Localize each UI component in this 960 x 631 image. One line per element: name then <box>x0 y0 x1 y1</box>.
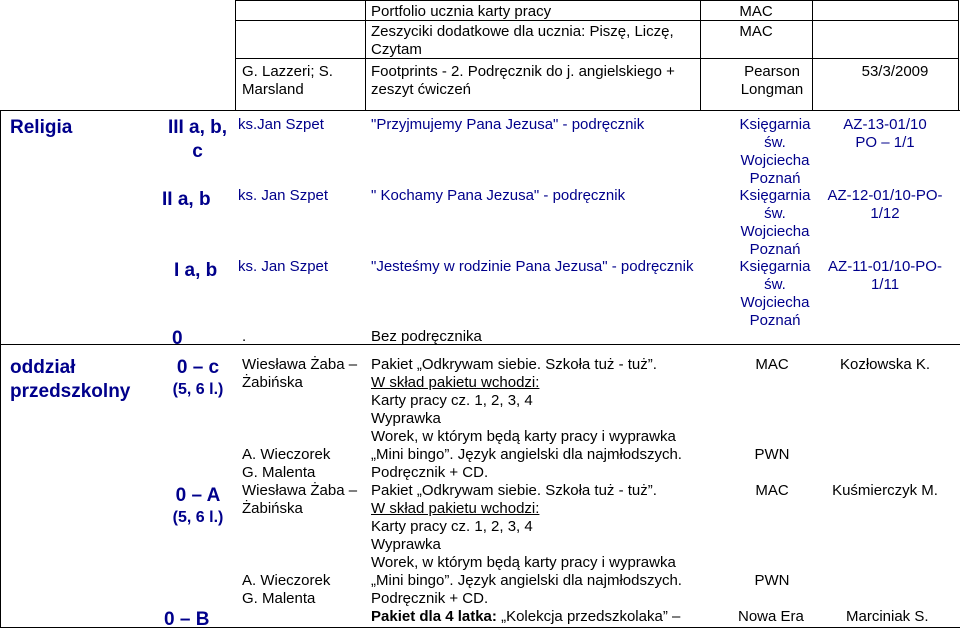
book-title: W skład pakietu wchodzi: <box>371 374 540 391</box>
class-label-age: (5, 6 l.) <box>172 509 224 526</box>
top-row3-approval: 53/3/2009 <box>861 63 929 80</box>
book-title: Worek, w którym będą karty pracy i wyprawka <box>371 428 676 445</box>
publisher: Księgarnia <box>739 187 811 204</box>
class-label: 0 – A <box>175 485 221 506</box>
approval-number: AZ-11-01/10-PO- <box>828 258 942 275</box>
book-title: "Przyjmujemy Pana Jezusa" - podręcznik <box>371 116 645 133</box>
top-row3-author: Marsland <box>242 81 304 98</box>
publisher: Poznań <box>749 241 801 258</box>
grid-line <box>0 110 1 628</box>
author: ks.Jan Szpet <box>238 116 324 133</box>
publisher: PWN <box>754 446 790 463</box>
author: Żabińska <box>242 374 303 391</box>
publisher: Poznań <box>749 312 801 329</box>
grid-line <box>235 58 959 59</box>
author: ks. Jan Szpet <box>238 187 329 204</box>
author: Wiesława Żaba – <box>242 482 358 499</box>
book-title: Karty pracy cz. 1, 2, 3, 4 <box>371 518 533 535</box>
book-title-part: Pakiet dla 4 latka: <box>371 608 502 625</box>
book-title: Pakiet „Odkrywam siebie. Szkoła tuż - tuż”. <box>371 482 657 499</box>
publisher: MAC <box>755 356 789 373</box>
publisher: Poznań <box>749 170 801 187</box>
author: G. Malenta <box>242 590 316 607</box>
class-label: 0 – c <box>176 357 220 378</box>
class-label: c <box>192 141 203 162</box>
approval-number: AZ-12-01/10-PO- <box>827 187 943 204</box>
subject-przedszkole: oddział <box>10 357 76 378</box>
top-row1-title: Portfolio ucznia karty pracy <box>371 3 552 20</box>
grid-line <box>235 0 959 1</box>
top-row3-author: G. Lazzeri; S. <box>242 63 333 80</box>
class-label: II a, b <box>162 189 211 210</box>
publisher: św. <box>764 276 786 293</box>
book-title: „Mini bingo”. Język angielski dla najmłodszych. <box>371 572 682 589</box>
book-title: "Jesteśmy w rodzinie Pana Jezusa" - podręcznik <box>371 258 694 275</box>
author: Żabińska <box>242 500 303 517</box>
grid-line <box>958 0 959 110</box>
grid-line <box>235 0 236 110</box>
publisher: Nowa Era <box>738 608 804 625</box>
top-row3-publisher: Longman <box>740 81 804 98</box>
book-title: Karty pracy cz. 1, 2, 3, 4 <box>371 392 533 409</box>
teacher: Marciniak S. <box>846 608 929 625</box>
grid-line <box>365 0 366 110</box>
publisher: MAC <box>755 482 789 499</box>
book-title: Wyprawka <box>371 410 441 427</box>
subject-przedszkole: przedszkolny <box>10 381 131 402</box>
teacher: Kozłowska K. <box>839 356 931 373</box>
subject-religia: Religia <box>10 117 73 138</box>
approval-number: 1/12 <box>870 205 900 222</box>
publisher: św. <box>764 134 786 151</box>
author: ks. Jan Szpet <box>238 258 329 275</box>
author: G. Malenta <box>242 464 316 481</box>
book-title: " Kochamy Pana Jezusa" - podręcznik <box>371 187 626 204</box>
class-label-age: (5, 6 l.) <box>172 381 224 398</box>
book-title: Bez podręcznika <box>371 328 482 345</box>
book-title: „Mini bingo”. Język angielski dla najmłodszych. <box>371 446 682 463</box>
top-row3-publisher: Pearson <box>744 63 800 80</box>
author: Wiesława Żaba – <box>242 356 358 373</box>
publisher: Księgarnia <box>739 258 811 275</box>
grid-line <box>0 110 960 111</box>
book-title: Wyprawka <box>371 536 441 553</box>
approval-number: AZ-13-01/10 <box>843 116 927 133</box>
class-label: 0 <box>172 328 183 349</box>
book-title <box>371 607 680 626</box>
book-title: Podręcznik + CD. <box>371 590 489 607</box>
top-row2-publisher: MAC <box>739 23 773 40</box>
top-row1-publisher: MAC <box>739 3 773 20</box>
book-title: Worek, w którym będą karty pracy i wyprawka <box>371 554 676 571</box>
approval-number: 1/11 <box>870 276 900 293</box>
publisher: św. <box>764 205 786 222</box>
publisher: Wojciecha <box>740 223 810 240</box>
book-title: W skład pakietu wchodzi: <box>371 500 540 517</box>
publisher: Wojciecha <box>740 294 810 311</box>
publisher: Księgarnia <box>739 116 811 133</box>
teacher: Kuśmierczyk M. <box>832 482 938 499</box>
grid-line <box>235 20 959 21</box>
author: . <box>242 328 247 345</box>
class-label: III a, b, <box>167 117 228 138</box>
book-title-part: „Kolekcja przedszkolaka” – <box>501 608 681 625</box>
publisher: Wojciecha <box>740 152 810 169</box>
top-row3-title: zeszyt ćwiczeń <box>371 81 472 98</box>
publisher: PWN <box>754 572 790 589</box>
approval-number: PO – 1/1 <box>855 134 915 151</box>
author: A. Wieczorek <box>242 572 331 589</box>
top-row2-title: Czytam <box>371 41 422 58</box>
book-title: Pakiet „Odkrywam siebie. Szkoła tuż - tuż”. <box>371 356 657 373</box>
top-row3-title: Footprints - 2. Podręcznik do j. angielskiego + <box>371 63 675 80</box>
class-label: 0 – B <box>164 609 210 630</box>
top-row2-title: Zeszyciki dodatkowe dla ucznia: Piszę, Liczę, <box>371 23 674 40</box>
class-label: I a, b <box>174 260 218 281</box>
author: A. Wieczorek <box>242 446 331 463</box>
book-title: Podręcznik + CD. <box>371 464 489 481</box>
